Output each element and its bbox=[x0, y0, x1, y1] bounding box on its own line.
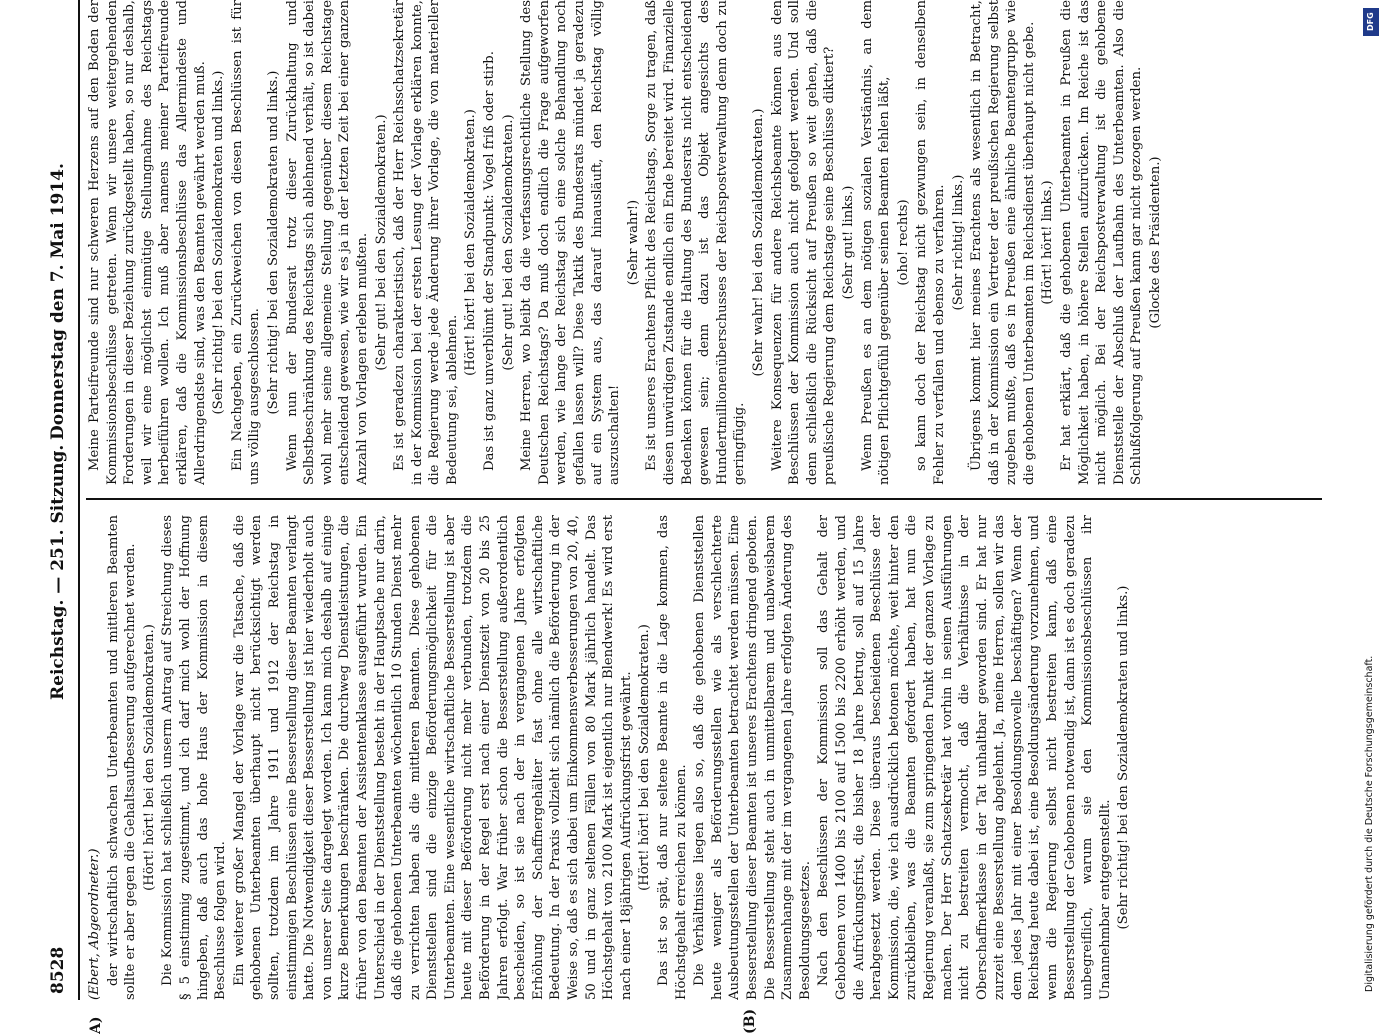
paragraph: Wenn Preußen es an dem nötigen sozialen Verständnis, an dem nötigen Pflichtgefühl gegenüber seinen Beamten fehlen läßt, bbox=[859, 0, 894, 485]
paragraph: Weitere Konsequenzen für andere Reichsbeamte können aus den Beschlüssen der Kommission auch nicht gefolgert werden. Und soll denn schließlich die Rücksicht auf Preußen so weit gehen, daß die preußische Regierung dem Reichstage seine Beschlüsse diktiert? bbox=[769, 0, 839, 485]
interjection: (Sehr gut! links.) bbox=[840, 0, 858, 485]
paragraph: Das ist ganz unverblümt der Standpunkt: Vogel friß oder stirb. bbox=[481, 0, 499, 485]
interjection: (Sehr richtig! bei den Sozialdemokraten und links.) bbox=[1115, 515, 1133, 1000]
paragraph: so kann doch der Reichstag nicht gezwungen sein, in denselben Fehler zu verfallen und ebenso zu verfahren. bbox=[913, 0, 948, 485]
interjection: (Sehr gut! bei den Sozialdemokraten.) bbox=[500, 0, 518, 485]
page-number: 8528 bbox=[48, 947, 68, 994]
paragraph: Es ist geradezu charakteristisch, daß der Herr Reichsschatzsekretär in der Kommission bei der ersten Lesung der Vorlage erklären konnte, die Regierung werde jede Änderung ihrer Vorlage, die von materieller Bedeutung sei, ablehnen. bbox=[391, 0, 461, 485]
paragraph: Das ist so spät, daß nur seltene Beamte in die Lage kommen, das Höchstgehalt erreichen zu können. bbox=[655, 515, 690, 1000]
paragraph: Die Kommission hat schließlich unserm Antrag auf Streichung dieses § 5 einstimmig zugestimmt, und ich darf mich wohl der Hoffnung hingeben, daß auch das hohe Haus der Kommission in diesem Beschlusse folgen wird. bbox=[159, 515, 229, 1000]
paragraph: Meine Herren, wo bleibt da die verfassungsrechtliche Stellung des Deutschen Reichstags? Da muß doch endlich die Frage aufgeworfen werden, wie lange der Reichstag sich eine solche Behandlung noch gefallen lassen will? Diese Taktik des Bundesrats mündet ja geradezu auf ein System aus, das darauf hinausläuft, den Reichstag völlig auszuschalten! bbox=[518, 0, 624, 485]
paragraph: Übrigens kommt hier meines Erachtens als wesentlich in Betracht, daß in der Kommission ein Vertreter der preußischen Regierung selbst zugeben mußte, daß es in Preußen eine ähnliche Beamtengruppe wie die gehobenen Unterbeamten im Reichsdienst überhaupt nicht gebe. bbox=[968, 0, 1038, 485]
paragraph: Die Verhältnisse liegen also so, daß die gehobenen Dienststellen heute weniger als Beförderungsstellen wie als verschlechterte Ausbeutungsstellen der Unterbeamten betrachtet werden müssen. Eine Besserstellung dieser Beamten ist unseres Erachtens dringend geboten. Die Besserstellung steht auch in unmittelbarem und unabweisbarem Zusammenhange mit der im vergangenen Jahre erfolgten Änderung des Besoldungsgesetzes. bbox=[691, 515, 814, 1000]
interjection: (Glocke des Präsidenten.) bbox=[1147, 0, 1165, 485]
interjection: (Sehr richtig! links.) bbox=[950, 0, 968, 485]
running-header bbox=[42, 0, 76, 1000]
right-column bbox=[86, 0, 1326, 485]
interjection: (Hört! hört! bei den Sozialdemokraten.) bbox=[636, 515, 654, 1000]
digitization-note: Digitalisierung gefördert durch die Deutsche Forschungsgemeinschaft. bbox=[1364, 42, 1380, 992]
paragraph: Ein Nachgeben, ein Zurückweichen von diesen Beschlüssen ist für uns völlig ausgeschlossen. bbox=[229, 0, 264, 485]
paragraph: Ein weiterer großer Mangel der Vorlage war die Tatsache, daß die gehobenen Unterbeamten überhaupt nicht berücksichtigt werden sollten, trotzdem im Jahre 1911 und 1912 der Reichstag in einstimmigen Beschlüssen eine Besserstellung dieser Beamten verlangt hatte. Die Notwendigkeit dieser Besserstellung ist hier wiederholt auch von unserer Seite dargelegt worden. Ich kann mich deshalb auf einige kurze Bemerkungen beschränken. Die durchweg Dienstleistungen, die früher von den Beamten der Assistentenklasse ausgeführt wurden. Ein Unterschied in der Dienststellung besteht in der Hauptsache nur darin, daß die gehobenen Unterbeamten wöchentlich 10 Stunden Dienst mehr zu verrichten haben als die mittleren Beamten. Diese gehobenen Dienststellen sind die einzige Beförderungsmöglichkeit für die Unterbeamten. Eine wesentliche wirtschaftliche Besserstellung ist aber heute mit dieser Beförderung nicht mehr verbunden, trotzdem die Beförderung in der Regel erst nach einer Dienstzeit von 20 bis 25 Jahren erfolgt. War früher schon die Besserstellung außerordentlich bescheiden, so ist sie nach der in vergangenen Jahre erfolgten Erhöhung der Schaffnergehälter fast ohne alle wirtschaftliche Bedeutung. In der Praxis vollzieht sich nämlich die Beförderung in der Weise so, daß es sich dabei um Einkommensverbesserungen von 20, 40, 50 und in ganz seltenen Fällen von 80 Mark jährlich handelt. Das Höchstgehalt von 2100 Mark ist eigentlich nur Blendwerk! Es wird erst nach einer 18jährigen Aufrückungsfrist gewährt. bbox=[231, 515, 636, 1000]
margin-mark-a: A) bbox=[88, 1017, 104, 1034]
paragraph: Wenn nun der Bundesrat trotz dieser Zurückhaltung und Selbstbeschränkung des Reichstags sich ablehnend verhält, so ist dabei wohl mehr seine allgemeine Stellung gegenüber diesem Reichstage entscheidend gewesen, wie wir es ja in der letzten Zeit bei einer ganzen Anzahl von Vorlagen erleben mußten. bbox=[284, 0, 372, 485]
paragraph: Nach den Beschlüssen der Kommission soll das Gehalt der Gehobenen von 1400 bis 2100 auf 1500 bis 2200 erhöht werden, und die Aufrückungsfrist, die bisher 18 Jahre betrug, soll auf 15 Jahre herabgesetzt werden. Diese überaus bescheidenen Beschlüsse der Kommission, die, wie ich ausdrücklich betonen möchte, weit hinter den zurückbleiben, was die Beamten gefordert haben, hat nun die Regierung veranlaßt, sie zum springenden Punkt der ganzen Vorlage zu machen. Der Herr Schatzsekretär hat vorhin in seinen Ausführungen nicht zu bestreiten vermocht, daß die Verhältnisse in der Oberschaffnerklasse in der Tat unhaltbar geworden sind. Er hat nur zurzeit eine Besserstellung abgelehnt. Ja, meine Herren, sollen wir das dem jedes Jahr mit einer Besoldungsnovelle beschäftigen? Wenn der Reichstag heute dabei ist, eine Besoldungsänderung vorzunehmen, und wenn die Regierung selbst nicht bestreiten kann, daß eine Besserstellung der Gehobenen notwendig ist, dann ist es doch geradezu unbegreiflich, warum sie den Kommissionsbeschlüssen ihr Unannehmbar entgegenstellt. bbox=[815, 515, 1114, 1000]
interjection: (Hört! hört! bei den Sozialdemokraten.) bbox=[462, 0, 480, 485]
interjection: (Sehr wahr!) bbox=[625, 0, 643, 485]
interjection: (Hört! hört! bei den Sozialdemokraten.) bbox=[141, 515, 159, 1000]
interjection: (Hört! hört! links.) bbox=[1039, 0, 1057, 485]
running-title-left: Reichstag. — 251. Sitzung. bbox=[48, 445, 68, 700]
left-column bbox=[86, 515, 1326, 1000]
header-rule bbox=[78, 0, 80, 1000]
paragraph: der wirtschaftlich schwachen Unterbeamten und mittleren Beamten sollte er aber gegen die Gehaltsaufbesserung aufgerechnet werden. bbox=[105, 515, 140, 1000]
interjection: (Sehr richtig! bei den Sozialdemokraten und links.) bbox=[265, 0, 283, 485]
paragraph: Es ist unseres Erachtens Pflicht des Reichstags, Sorge zu tragen, daß diesen unwürdigen Zustande endlich ein Ende bereitet wird. Finanzielle Bedenken können für die Haltung des Bundesrats nicht entscheidend gewesen sein; denn dazu ist das Objekt angesichts des Hundertmillionenüberschusses der Reichspostverwaltung denn doch zu geringfügig. bbox=[643, 0, 749, 485]
margin-mark-b: (B) bbox=[742, 1009, 758, 1034]
paragraph: Meine Parteifreunde sind nur schweren Herzens auf den Boden der Kommissionsbeschlüsse getreten. Wenn wir unsere weitergehenden Forderungen in dieser Beziehung zurückgestellt haben, so nur deshalb, weil wir eine möglichst einmütige Stellungnahme des Reichstags herbeiführen wollen. Ich muß aber namens meiner Parteifreunde erklären, daß die Kommissionsbeschlüsse das Allermindeste und Allerdringendste sind, was den Beamten gewährt werden muß. bbox=[86, 0, 209, 485]
rotated-sheet bbox=[42, 0, 1342, 1000]
speaker-label: (Ebert, Abgeordneter.) bbox=[86, 515, 104, 1000]
interjection: (Sehr gut! bei den Sozialdemokraten.) bbox=[373, 0, 391, 485]
interjection: (oho! rechts) bbox=[895, 0, 913, 485]
interjection: (Sehr wahr! bei den Sozialdemokraten.) bbox=[750, 0, 768, 485]
running-title-right: Donnerstag den 7. Mai 1914. bbox=[48, 163, 68, 440]
column-rule bbox=[86, 498, 1322, 500]
dfg-sidebar bbox=[1362, 8, 1382, 992]
interjection: (Sehr richtig! bei den Sozialdemokraten und links.) bbox=[210, 0, 228, 485]
dfg-logo: DFG bbox=[1363, 8, 1379, 36]
paragraph: Er hat erklärt, daß die gehobenen Unterbeamten in Preußen die Möglichkeit haben, in höhere Stellen aufzurücken. Im Reiche ist das nicht möglich. Bei der Reichspostverwaltung ist die gehobene Dienststelle der Abschluß der Laufbahn des Unterbeamten. Also die Schlußfolgerung auf Preußen kann gar nicht gezogen werden. bbox=[1058, 0, 1146, 485]
